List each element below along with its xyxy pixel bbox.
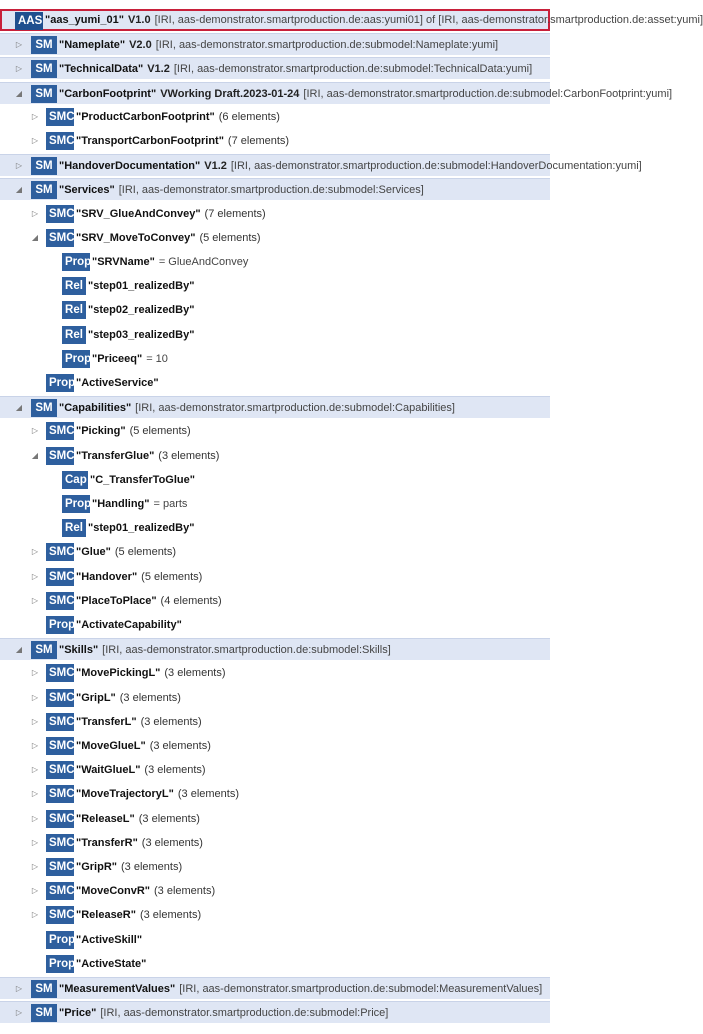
element-count: (5 elements)	[199, 231, 261, 244]
tree-row-smc-gripr[interactable]	[0, 856, 550, 878]
smc-type-badge: SMC	[46, 858, 74, 876]
smc-type-badge: SMC	[46, 713, 74, 731]
tree-row-sm-skills[interactable]	[0, 638, 550, 660]
tree-row-label	[76, 590, 222, 612]
collapsed-toggle-icon[interactable]: ▷	[15, 984, 23, 993]
element-id-short: "MoveGlueL"	[76, 740, 146, 752]
collapsed-toggle-icon[interactable]: ▷	[31, 765, 39, 775]
tree-row-rel-step03-realizedby[interactable]	[0, 324, 550, 346]
element-id-short: "SRVName"	[92, 256, 155, 268]
smc-type-badge: SMC	[46, 543, 74, 561]
aas-type-badge: AAS	[15, 12, 43, 30]
prop-type-badge: Prop	[62, 253, 90, 271]
expanded-toggle-icon[interactable]: ◢	[15, 645, 23, 655]
element-count: (5 elements)	[141, 570, 203, 583]
tree-row-prop-handling[interactable]	[0, 493, 550, 515]
tree-row-cap-c-transfertoglue[interactable]	[0, 469, 550, 491]
collapsed-toggle-icon[interactable]: ▷	[31, 426, 39, 436]
element-id-short: "Handover"	[76, 570, 138, 583]
tree-row-label	[76, 953, 146, 975]
tree-row-label	[59, 1002, 388, 1024]
element-count: (3 elements)	[149, 740, 211, 752]
collapsed-toggle-icon[interactable]: ▷	[31, 136, 39, 145]
sm-type-badge: SM	[31, 36, 57, 54]
tree-row-label	[76, 808, 200, 830]
tree-row-sm-price[interactable]	[0, 1001, 550, 1023]
tree-row-label	[76, 832, 203, 854]
collapsed-toggle-icon[interactable]: ▷	[31, 910, 39, 920]
property-value: = parts	[153, 498, 188, 510]
element-count: (3 elements)	[139, 909, 202, 922]
sm-type-badge: SM	[31, 60, 57, 78]
prop-type-badge: Prop	[46, 955, 74, 973]
tree-row-label	[92, 493, 187, 515]
element-identifier: [IRI, aas-demonstrator.smartproduction.de:submodel:MeasurementValues]	[179, 983, 543, 995]
collapsed-toggle-icon[interactable]: ▷	[15, 161, 23, 171]
element-count: (3 elements)	[154, 885, 216, 898]
element-count: (6 elements)	[218, 110, 280, 123]
prop-type-badge: Prop	[62, 495, 90, 513]
collapsed-toggle-icon[interactable]: ▷	[31, 789, 39, 799]
prop-type-badge: Prop	[46, 931, 74, 949]
smc-type-badge: SMC	[46, 422, 74, 440]
submodel-version: VWorking Draft.2023-01-24	[160, 87, 300, 100]
element-id-short: "ActiveState"	[76, 957, 147, 970]
submodel-version: V1.2	[204, 160, 227, 173]
tree-row-label	[76, 445, 219, 467]
element-id-short: "Skills"	[59, 644, 99, 657]
tree-row-smc-transferglue[interactable]	[0, 445, 550, 467]
collapsed-toggle-icon[interactable]: ▷	[31, 692, 39, 702]
smc-type-badge: SMC	[46, 447, 74, 465]
expanded-toggle-icon[interactable]: ◢	[31, 232, 39, 242]
collapsed-toggle-icon[interactable]: ▷	[31, 741, 39, 750]
sm-type-badge: SM	[31, 641, 57, 659]
property-value: = 10	[146, 352, 168, 365]
tree-row-smc-movepickingl[interactable]	[0, 662, 550, 684]
property-value: = GlueAndConvey	[158, 256, 249, 268]
tree-row-rel-step01-realizedby[interactable]	[0, 275, 550, 297]
tree-row-sm-measurementvalues[interactable]	[0, 977, 550, 999]
tree-row-label	[59, 34, 498, 56]
tree-row-label	[88, 299, 194, 321]
element-id-short: "ReleaseR"	[76, 909, 136, 922]
collapsed-toggle-icon[interactable]: ▷	[15, 40, 23, 50]
collapsed-toggle-icon[interactable]: ▷	[31, 813, 39, 823]
tree-row-label	[76, 856, 182, 878]
sm-type-badge: SM	[31, 157, 57, 175]
tree-row-label	[92, 348, 168, 370]
element-count: (3 elements)	[164, 667, 226, 680]
element-count: (5 elements)	[129, 425, 191, 438]
element-count: (3 elements)	[121, 861, 183, 873]
tree-row-label	[59, 83, 672, 105]
tree-row-prop-priceeq[interactable]	[0, 348, 550, 370]
tree-row-prop-activeservice[interactable]	[0, 372, 550, 394]
tree-row-smc-releaser[interactable]	[0, 904, 550, 926]
smc-type-badge: SMC	[46, 689, 74, 707]
element-id-short: "TechnicalData"	[59, 63, 144, 76]
smc-type-badge: SMC	[46, 108, 74, 126]
tree-row-label	[88, 275, 194, 297]
smc-type-badge: SMC	[46, 592, 74, 610]
tree-row-label	[59, 179, 424, 201]
element-id-short: "PlaceToPlace"	[76, 594, 157, 607]
sm-type-badge: SM	[31, 399, 57, 417]
tree-row-rel-step01-realizedby[interactable]	[0, 517, 550, 539]
tree-row-smc-movegluel[interactable]	[0, 735, 550, 757]
element-id-short: "ReleaseL"	[76, 812, 135, 825]
element-id-short: "WaitGlueL"	[76, 764, 141, 777]
tree-row-sm-handoverdocumentation[interactable]	[0, 154, 642, 176]
smc-type-badge: SMC	[46, 205, 74, 223]
element-id-short: "Priceeq"	[92, 352, 143, 365]
tree-row-label	[76, 614, 182, 636]
element-id-short: "Services"	[59, 184, 115, 197]
element-id-short: "CarbonFootprint"	[59, 87, 157, 100]
element-id-short: "Nameplate"	[59, 39, 126, 52]
collapsed-toggle-icon[interactable]: ▷	[31, 208, 39, 218]
smc-type-badge: SMC	[46, 906, 74, 924]
element-id-short: "step01_realizedBy"	[88, 522, 195, 535]
element-count: (4 elements)	[160, 594, 222, 607]
tree-row-rel-step02-realizedby[interactable]	[0, 299, 550, 321]
tree-row-smc-handover[interactable]	[0, 566, 550, 588]
element-id-short: "Capabilities"	[59, 402, 132, 415]
prop-type-badge: Prop	[46, 374, 74, 392]
tree-row-label	[59, 397, 455, 419]
smc-type-badge: SMC	[46, 834, 74, 852]
tree-row-label	[59, 978, 542, 1000]
smc-type-badge: SMC	[46, 810, 74, 828]
tree-row-smc-transportcarbonfootprint[interactable]	[0, 130, 550, 152]
element-id-short: "SRV_MoveToConvey"	[76, 231, 196, 244]
element-count: (3 elements)	[141, 836, 203, 849]
rel-type-badge: Rel	[62, 277, 86, 295]
smc-type-badge: SMC	[46, 882, 74, 900]
element-identifier: [IRI, aas-demonstrator.smartproduction.de:submodel:Price]	[100, 1007, 389, 1020]
collapsed-toggle-icon[interactable]: ▷	[15, 1008, 23, 1018]
element-id-short: "Picking"	[76, 425, 126, 438]
element-count: (3 elements)	[138, 812, 200, 825]
element-count: (7 elements)	[227, 135, 290, 147]
tree-row-label	[88, 324, 194, 346]
smc-type-badge: SMC	[46, 229, 74, 247]
element-count: (7 elements)	[204, 207, 266, 220]
tree-row-prop-activestate[interactable]	[0, 953, 550, 975]
tree-row-label	[92, 251, 248, 273]
element-id-short: "ActiveService"	[76, 377, 159, 389]
tree-row-sm-technicaldata[interactable]	[0, 57, 550, 79]
expanded-toggle-icon[interactable]: ◢	[31, 450, 39, 460]
tree-row-label	[59, 639, 391, 661]
element-id-short: "aas_yumi_01"	[45, 14, 124, 26]
element-id-short: "ActivateCapability"	[76, 619, 182, 631]
submodel-version: V1.0	[127, 14, 151, 26]
tree-row-label	[76, 372, 159, 394]
tree-row-label	[76, 759, 206, 781]
smc-type-badge: SMC	[46, 568, 74, 586]
tree-row-smc-transferr[interactable]	[0, 832, 550, 854]
tree-row-label	[76, 904, 201, 926]
tree-row-label	[76, 106, 280, 128]
element-identifier: [IRI, aas-demonstrator.smartproduction.de:submodel:HandoverDocumentation:yumi]	[230, 160, 642, 173]
tree-row-smc-movetrajectoryl[interactable]	[0, 783, 550, 805]
tree-row-label	[76, 227, 261, 249]
tree-row-label	[76, 929, 142, 951]
tree-row-label	[76, 880, 215, 902]
collapsed-toggle-icon[interactable]: ▷	[31, 111, 39, 121]
element-id-short: "TransferL"	[76, 715, 137, 728]
tree-row-label	[76, 420, 191, 442]
element-identifier: [IRI, aas-demonstrator.smartproduction.de:aas:yumi01] of [IRI, aas-demonstrator.smartproduction.de:asset:yumi]	[154, 14, 703, 26]
element-id-short: "ProductCarbonFootprint"	[76, 110, 215, 123]
collapsed-toggle-icon[interactable]: ▷	[15, 64, 23, 74]
element-count: (3 elements)	[119, 691, 181, 704]
cap-type-badge: Cap	[62, 471, 88, 489]
tree-row-label	[88, 517, 194, 539]
smc-type-badge: SMC	[46, 132, 74, 150]
tree-row-sm-capabilities[interactable]	[0, 396, 550, 418]
element-identifier: [IRI, aas-demonstrator.smartproduction.de:submodel:TechnicalData:yumi]	[173, 63, 533, 76]
collapsed-toggle-icon[interactable]: ▷	[31, 571, 39, 581]
collapsed-toggle-icon[interactable]: ▷	[31, 595, 39, 605]
smc-type-badge: SMC	[46, 664, 74, 682]
tree-row-sm-carbonfootprint[interactable]	[0, 82, 673, 104]
tree-row-aas-aas-yumi-01[interactable]	[0, 9, 703, 31]
expanded-toggle-icon[interactable]: ◢	[15, 185, 23, 195]
element-id-short: "GripR"	[76, 861, 117, 873]
element-id-short: "MoveTrajectoryL"	[76, 788, 174, 801]
element-id-short: "ActiveSkill"	[76, 933, 143, 946]
element-id-short: "step01_realizedBy"	[88, 280, 195, 293]
tree-row-smc-releasel[interactable]	[0, 808, 550, 830]
element-identifier: [IRI, aas-demonstrator.smartproduction.de:submodel:Skills]	[102, 644, 391, 657]
tree-row-label	[76, 783, 239, 805]
sm-type-badge: SM	[31, 85, 57, 103]
tree-row-prop-activeskill[interactable]	[0, 929, 550, 951]
tree-row-smc-srv-glueandconvey[interactable]	[0, 203, 550, 225]
sm-type-badge: SM	[31, 980, 57, 998]
tree-row-prop-activatecapability[interactable]	[0, 614, 550, 636]
element-count: (3 elements)	[177, 788, 239, 801]
submodel-version: V1.2	[147, 63, 170, 76]
element-id-short: "C_TransferToGlue"	[90, 473, 195, 486]
tree-row-smc-placetoplace[interactable]	[0, 590, 550, 612]
expanded-toggle-icon[interactable]: ◢	[15, 403, 23, 413]
element-id-short: "MovePickingL"	[76, 667, 161, 680]
element-id-short: "SRV_GlueAndConvey"	[76, 207, 201, 220]
tree-row-label	[76, 566, 202, 588]
collapsed-toggle-icon[interactable]: ▷	[31, 716, 39, 726]
smc-type-badge: SMC	[46, 737, 74, 755]
rel-type-badge: Rel	[62, 326, 86, 344]
tree-row-label	[76, 203, 266, 225]
sm-type-badge: SM	[31, 181, 57, 199]
smc-type-badge: SMC	[46, 761, 74, 779]
element-id-short: "MoveConvR"	[76, 885, 150, 898]
tree-row-label	[59, 155, 642, 177]
prop-type-badge: Prop	[62, 350, 90, 368]
tree-row-label	[76, 541, 176, 563]
tree-row-smc-moveconvr[interactable]	[0, 880, 550, 902]
tree-row-sm-services[interactable]	[0, 178, 550, 200]
tree-row-prop-srvname[interactable]	[0, 251, 550, 273]
element-count: (3 elements)	[140, 715, 202, 728]
element-id-short: "Handling"	[92, 498, 150, 510]
sm-type-badge: SM	[31, 1004, 57, 1022]
tree-row-label	[90, 469, 195, 491]
collapsed-toggle-icon[interactable]: ▷	[31, 547, 39, 557]
element-count: (3 elements)	[144, 764, 206, 777]
tree-row-smc-gripl[interactable]	[0, 687, 550, 709]
rel-type-badge: Rel	[62, 301, 86, 319]
tree-row-label	[76, 130, 289, 152]
expanded-toggle-icon[interactable]: ◢	[15, 88, 23, 98]
element-identifier: [IRI, aas-demonstrator.smartproduction.de:submodel:CarbonFootprint:yumi]	[303, 87, 673, 100]
collapsed-toggle-icon[interactable]: ▷	[31, 862, 39, 871]
element-id-short: "GripL"	[76, 691, 116, 704]
element-id-short: "HandoverDocumentation"	[59, 160, 201, 173]
tree-row-label	[76, 735, 211, 757]
element-id-short: "TransportCarbonFootprint"	[76, 135, 224, 147]
collapsed-toggle-icon[interactable]: ▷	[31, 886, 39, 896]
tree-row-label	[59, 58, 532, 80]
collapsed-toggle-icon[interactable]: ▷	[31, 837, 39, 847]
element-count: (5 elements)	[114, 546, 177, 559]
element-id-short: "MeasurementValues"	[59, 983, 176, 995]
element-id-short: "Price"	[59, 1007, 97, 1020]
collapsed-toggle-icon[interactable]: ▷	[31, 668, 39, 678]
tree-row-smc-waitgluel[interactable]	[0, 759, 550, 781]
tree-row-label	[76, 687, 181, 709]
rel-type-badge: Rel	[62, 519, 86, 537]
tree-row-smc-transferl[interactable]	[0, 711, 550, 733]
element-identifier: [IRI, aas-demonstrator.smartproduction.de:submodel:Capabilities]	[135, 402, 455, 415]
element-identifier: [IRI, aas-demonstrator.smartproduction.de:submodel:Nameplate:yumi]	[155, 39, 499, 52]
element-id-short: "TransferGlue"	[76, 449, 155, 462]
tree-row-smc-picking[interactable]	[0, 420, 550, 442]
element-identifier: [IRI, aas-demonstrator.smartproduction.de:submodel:Services]	[118, 184, 424, 197]
element-id-short: "step03_realizedBy"	[88, 328, 195, 341]
submodel-version: V2.0	[129, 39, 152, 52]
element-count: (3 elements)	[158, 449, 220, 462]
tree-row-smc-productcarbonfootprint[interactable]	[0, 106, 550, 128]
element-id-short: "step02_realizedBy"	[88, 304, 195, 317]
tree-row-label	[45, 11, 703, 30]
tree-row-label	[76, 662, 226, 684]
tree-row-smc-glue[interactable]	[0, 541, 550, 563]
smc-type-badge: SMC	[46, 785, 74, 803]
element-id-short: "Glue"	[76, 546, 111, 559]
tree-row-sm-nameplate[interactable]	[0, 33, 550, 55]
tree-row-label	[76, 711, 202, 733]
element-id-short: "TransferR"	[76, 836, 138, 849]
prop-type-badge: Prop	[46, 616, 74, 634]
tree-row-smc-srv-movetoconvey[interactable]	[0, 227, 550, 249]
